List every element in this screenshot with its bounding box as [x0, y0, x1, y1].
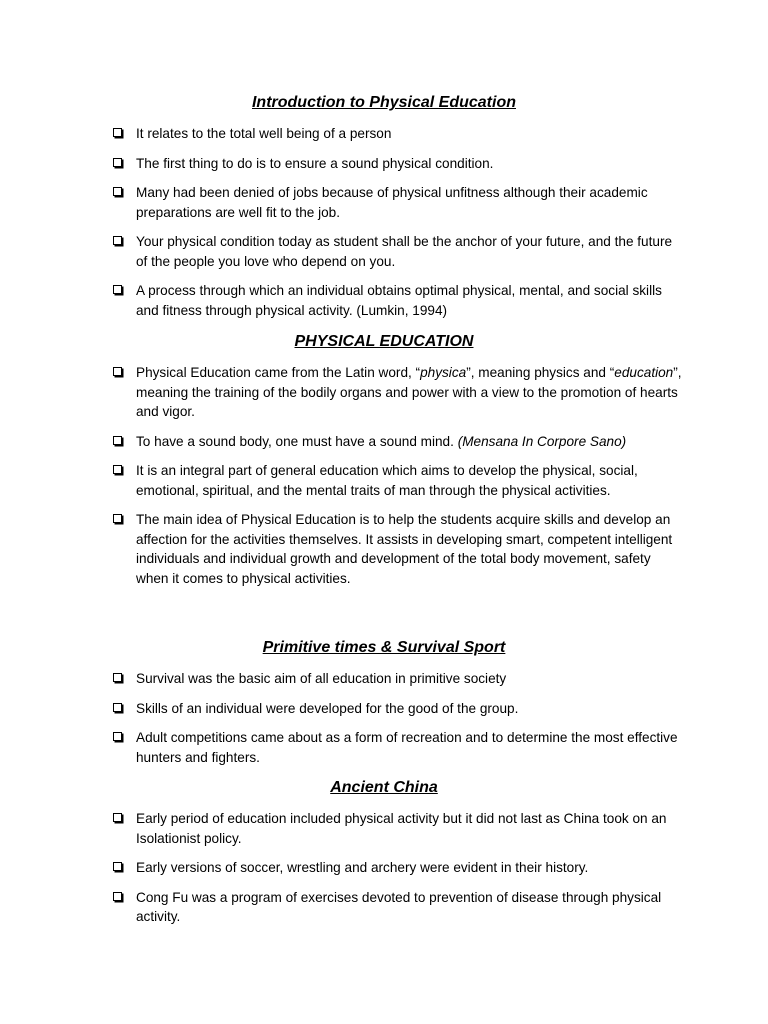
- checkbox-bullet-icon: [113, 285, 122, 294]
- list-item: Physical Education came from the Latin word, “physica”, meaning physics and “education”, meaning the training of the bodily organs and power with a view to the promotion of hearts and vigor.: [112, 363, 682, 422]
- list-item: Adult competitions came about as a form of recreation and to determine the most effective hunters and fighters.: [112, 728, 682, 767]
- list-item: Early versions of soccer, wrestling and archery were evident in their history.: [112, 858, 682, 878]
- checkbox-bullet-icon: [113, 465, 122, 474]
- checkbox-bullet-icon: [113, 732, 122, 741]
- list-item: Early period of education included physical activity but it did not last as China took on an Isolationist policy.: [112, 809, 682, 848]
- bullet-list-ancient-china: [112, 809, 682, 927]
- section-heading-primitive-times: Primitive times & Survival Sport: [262, 639, 506, 656]
- list-item: Skills of an individual were developed for the good of the group.: [112, 699, 682, 719]
- checkbox-bullet-icon: [113, 436, 122, 445]
- list-item: The main idea of Physical Education is to help the students acquire skills and develop an affection for the activities themselves. It assists in developing smart, competent intelligent individuals and individual growth and development of the total body movement, safety when it comes to physical activities.: [112, 510, 682, 588]
- checkbox-bullet-icon: [113, 187, 122, 196]
- checkbox-bullet-icon: [113, 236, 122, 245]
- list-item: Your physical condition today as student shall be the anchor of your future, and the future of the people you love who depend on you.: [112, 232, 682, 271]
- bullet-list-intro: [112, 124, 682, 320]
- list-item: Survival was the basic aim of all education in primitive society: [112, 669, 682, 689]
- bullet-list-primitive-times: [112, 669, 682, 767]
- checkbox-bullet-icon: [113, 514, 122, 523]
- list-item: It relates to the total well being of a person: [112, 124, 682, 144]
- section-heading-physical-education: PHYSICAL EDUCATION: [294, 333, 474, 350]
- checkbox-bullet-icon: [113, 158, 122, 167]
- checkbox-bullet-icon: [113, 367, 122, 376]
- list-item: A process through which an individual obtains optimal physical, mental, and social skills and fitness through physical activity. (Lumkin, 1994): [112, 281, 682, 320]
- list-item: To have a sound body, one must have a sound mind. (Mensana In Corpore Sano): [112, 432, 682, 452]
- bullet-list-physical-education: [112, 363, 682, 588]
- list-item: The first thing to do is to ensure a sound physical condition.: [112, 154, 682, 174]
- checkbox-bullet-icon: [113, 128, 122, 137]
- checkbox-bullet-icon: [113, 862, 122, 871]
- list-item: Many had been denied of jobs because of physical unfitness although their academic preparations are well fit to the job.: [112, 183, 682, 222]
- section-heading-ancient-china: Ancient China: [330, 779, 438, 796]
- list-item: Cong Fu was a program of exercises devoted to prevention of disease through physical activity.: [112, 888, 682, 927]
- checkbox-bullet-icon: [113, 813, 122, 822]
- section-heading-intro: Introduction to Physical Education: [251, 94, 516, 111]
- checkbox-bullet-icon: [113, 892, 122, 901]
- checkbox-bullet-icon: [113, 703, 122, 712]
- list-item: It is an integral part of general education which aims to develop the physical, social, emotional, spiritual, and the mental traits of man through the physical activities.: [112, 461, 682, 500]
- checkbox-bullet-icon: [113, 673, 122, 682]
